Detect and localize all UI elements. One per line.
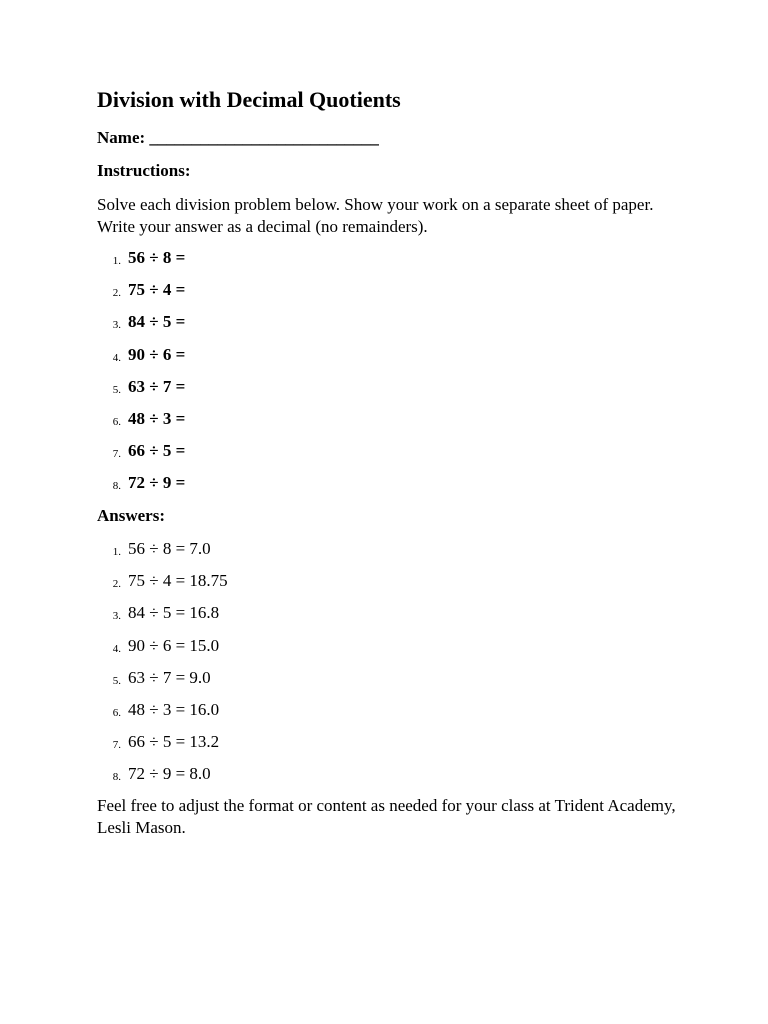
answer-number: 6. [112, 706, 121, 719]
answer-text: 66 ÷ 5 = 13.2 [128, 732, 220, 752]
problem-text: 72 ÷ 9 = [128, 473, 186, 493]
answer-text: 56 ÷ 8 = 7.0 [128, 539, 211, 558]
problem-number: 1. [112, 255, 121, 267]
problem-number: 2. [112, 287, 121, 300]
problem-text: 66 ÷ 5 = [128, 441, 186, 461]
problem-number: 8. [112, 480, 121, 493]
answer-text: 90 ÷ 6 = 15.0 [128, 635, 220, 655]
answer-number: 8. [112, 771, 121, 784]
name-field: Name: ___________________________ [97, 128, 379, 147]
closing-note: Feel free to adjust the format or content as needed for your class at Trident Academy, Lesli Mason. [97, 796, 676, 837]
problem-text: 56 ÷ 8 = [128, 248, 186, 267]
answer-text: 63 ÷ 7 = 9.0 [128, 667, 211, 687]
answer-text: 48 ÷ 3 = 16.0 [128, 699, 220, 719]
answer-number: 5. [112, 674, 121, 687]
answer-number: 4. [112, 642, 121, 655]
problem-number: 4. [112, 351, 121, 364]
page-title: Division with Decimal Quotients [97, 87, 401, 112]
instructions-heading: Instructions: [97, 161, 191, 180]
problem-text: 90 ÷ 6 = [128, 344, 186, 364]
answer-number: 7. [112, 739, 121, 752]
answer-text: 72 ÷ 9 = 8.0 [128, 764, 211, 784]
answer-number: 1. [112, 546, 121, 558]
problem-text: 63 ÷ 7 = [128, 376, 186, 396]
answer-text: 75 ÷ 4 = 18.75 [128, 571, 228, 591]
problem-number: 6. [112, 415, 121, 428]
answer-number: 2. [112, 578, 121, 591]
problem-text: 48 ÷ 3 = [128, 408, 186, 428]
answers-heading: Answers: [97, 506, 165, 525]
answer-number: 3. [112, 610, 121, 623]
instructions-text: Solve each division problem below. Show your work on a separate sheet of paper. Write your answer as a decimal (no remainders). [97, 195, 654, 236]
problem-text: 75 ÷ 4 = [128, 280, 186, 300]
problem-number: 3. [112, 319, 121, 332]
problem-text: 84 ÷ 5 = [128, 312, 186, 332]
problem-number: 5. [112, 383, 121, 396]
problem-number: 7. [112, 448, 121, 461]
answer-text: 84 ÷ 5 = 16.8 [128, 603, 220, 623]
